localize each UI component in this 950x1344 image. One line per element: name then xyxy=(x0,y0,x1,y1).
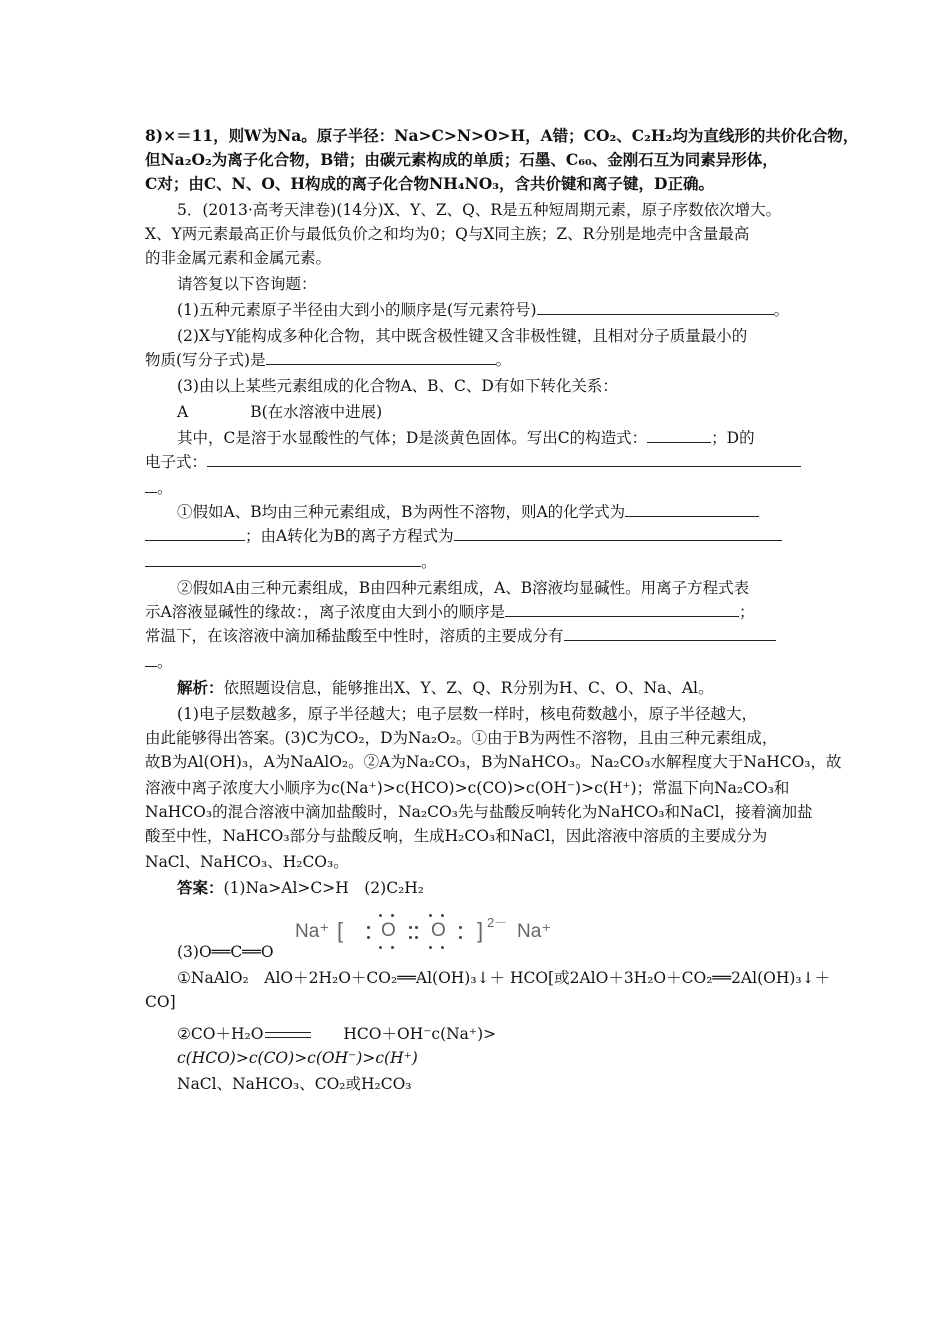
electron-dot xyxy=(459,926,462,929)
answer-text: (1)Na>Al>C>H (2)C₂H₂ xyxy=(223,879,425,897)
answer-blank xyxy=(145,524,245,541)
answer-line: (3)O══C══O xyxy=(177,943,274,961)
analysis-line: 溶液中离子浓度大小顺序为c(Na⁺)>c(HCO)>c(CO)>c(OH⁻)>c(H⁺)；常温下向Na₂CO₃和 xyxy=(145,779,790,797)
question-part-2: (2)X与Y能构成多种化合物，其中既含极性键又含非极性键，且相对分子质量最小的 xyxy=(177,327,748,345)
electron-dot xyxy=(415,936,418,939)
answer-blank xyxy=(564,624,776,641)
question-part-3: (3)由以上某些元素组成的化合物A、B、C、D有如下转化关系： xyxy=(177,377,618,395)
text-line xyxy=(145,550,810,574)
punctuation: ； xyxy=(738,603,755,621)
answer-blank xyxy=(454,524,782,541)
analysis-line: (1)电子层数越多，原子半径越大；电子层数一样时，核电荷数越小，原子半径越大， xyxy=(177,705,757,723)
answer-blank xyxy=(207,450,801,467)
punctuation: 。 xyxy=(421,553,437,571)
electron-dot xyxy=(409,926,412,929)
answer-blank xyxy=(625,500,759,517)
subquestion-2: ②假如A由三种元素组成，B由四种元素组成，A、B溶液均显碱性。用离子方程式表 xyxy=(177,579,750,597)
answer-line: c(HCO)>c(CO)>c(OH⁻)>c(H⁺) xyxy=(177,1049,418,1067)
compound-b: B(在水溶液中进展) xyxy=(250,403,383,421)
answer-line: CO] xyxy=(145,993,176,1011)
conversion-relation xyxy=(177,400,810,424)
electron-dot xyxy=(441,914,444,917)
text-line xyxy=(145,348,810,372)
text-line: 请答复以下咨询题： xyxy=(177,275,317,293)
equation-right: HCO＋OH⁻c(Na⁺)> xyxy=(343,1025,497,1043)
question-text: 常温下，在该溶液中滴加稀盐酸至中性时，溶质的主要成分有 xyxy=(145,627,564,645)
analysis-text: 依照题设信息，能够推出X、Y、Z、Q、R分别为H、C、O、Na、Al。 xyxy=(223,679,714,697)
electron-dot xyxy=(429,914,432,917)
text-line: 8)×＝11，则W为Na。原子半径：Na>C>N>O>H，A错；CO₂、C₂H₂均为直线形的共价化合物， xyxy=(145,126,859,145)
electron-dot xyxy=(415,926,418,929)
answer-label: 答案： xyxy=(177,878,224,897)
question-text: 物质(写分子式)是 xyxy=(145,351,266,369)
electron-dot xyxy=(391,914,394,917)
text-line: 但Na₂O₂为离子化合物，B错；由碳元素构成的单质；石墨、C₆₀、金刚石互为同素异形体， xyxy=(145,150,778,169)
oxygen-atom: O xyxy=(431,920,446,941)
question-text: ；由A转化为B的离子方程式为 xyxy=(245,527,454,545)
electron-dot xyxy=(379,914,382,917)
bracket: ] xyxy=(477,918,484,943)
question-text: 示A溶液显碱性的缘故：，离子浓度由大到小的顺序是 xyxy=(145,603,505,621)
question-text: ；D的 xyxy=(711,429,755,447)
question-5-header: 5．(2013·高考天津卷)(14分)X、Y、Z、Q、R是五种短周期元素，原子序数依次增大。 xyxy=(177,201,782,219)
analysis-line: NaCl、NaHCO₃、H₂CO₃。 xyxy=(145,853,349,871)
oxygen-atom: O xyxy=(381,920,396,941)
answer-header xyxy=(177,876,810,900)
electron-dot xyxy=(367,926,370,929)
analysis-line: 故B为Al(OH)₃，A为NaAlO₂。②A为Na₂CO₃，B为NaHCO₃。Na₂CO₃水解程度大于NaHCO₃，故 xyxy=(145,753,842,771)
answer-blank xyxy=(145,476,157,493)
text-line xyxy=(145,600,810,624)
text-line: 的非金属元素和金属元素。 xyxy=(145,249,332,267)
answer-blank xyxy=(505,600,739,617)
text-line: C对；由C、N、O、H构成的离子化合物NH₄NO₃，含共价键和离子键，D正确。 xyxy=(145,174,714,193)
electron-dot xyxy=(409,936,412,939)
text-line xyxy=(145,624,810,648)
answer-blank xyxy=(145,650,157,667)
equilibrium-arrow-icon xyxy=(265,1030,311,1040)
analysis-label: 解析： xyxy=(177,678,224,697)
punctuation: 。 xyxy=(157,479,173,497)
question-text: (1)五种元素原子半径由大到小的顺序是(写元素符号) xyxy=(177,301,537,319)
answer-blank xyxy=(266,348,496,365)
text-line xyxy=(145,476,810,500)
text-line xyxy=(145,450,810,474)
question-text: 电子式： xyxy=(145,453,208,471)
answer-blank xyxy=(647,426,711,443)
electron-dot xyxy=(459,936,462,939)
subquestion-1 xyxy=(177,500,810,524)
answer-blank xyxy=(145,550,421,567)
answer-line: NaCl、NaHCO₃、CO₂或H₂CO₃ xyxy=(177,1075,412,1093)
punctuation: 。 xyxy=(773,301,790,319)
punctuation: 。 xyxy=(157,653,173,671)
text-line: X、Y两元素最高正价与最低负价之和均为0；Q与X同主族；Z、R分别是地壳中含量最高 xyxy=(145,225,750,243)
analysis-line: 由此能够得出答案。(3)C为CO₂，D为Na₂O₂。①由于B为两性不溶物，且由三种元素组成， xyxy=(145,729,778,747)
charge: 2－ xyxy=(487,915,508,930)
text-line xyxy=(177,426,810,450)
punctuation: 。 xyxy=(495,351,512,369)
answer-line: ①NaAlO₂ AlO＋2H₂O＋CO₂══Al(OH)₃↓＋ HCO[或2AlO＋3H₂O＋CO₂══2Al(OH)₃↓＋ xyxy=(177,969,831,987)
electron-dot xyxy=(367,936,370,939)
question-part-1 xyxy=(177,298,810,322)
answer-line xyxy=(177,1022,810,1046)
question-text: 其中，C是溶于水显酸性的气体；D是淡黄色固体。写出C的构造式： xyxy=(177,429,648,447)
analysis-header xyxy=(177,676,810,700)
sodium-ion: Na⁺ xyxy=(517,921,552,942)
analysis-line: NaHCO₃的混合溶液中滴加盐酸时，Na₂CO₃先与盐酸反响转化为NaHCO₃和NaCl，接着滴加盐 xyxy=(145,803,813,821)
answer-blank xyxy=(537,298,774,315)
sodium-ion: Na⁺ xyxy=(295,921,330,942)
text-line xyxy=(145,524,810,548)
analysis-line: 酸至中性，NaHCO₃部分与盐酸反响，生成H₂CO₃和NaCl，因此溶液中溶质的主要成分为 xyxy=(145,827,768,845)
equation-left: ②CO＋H₂O xyxy=(177,1025,264,1043)
bracket: [ xyxy=(337,918,344,943)
text-line xyxy=(145,650,810,674)
question-text: ①假如A、B均由三种元素组成，B为两性不溶物，则A的化学式为 xyxy=(177,503,626,521)
compound-a: A xyxy=(177,403,189,421)
